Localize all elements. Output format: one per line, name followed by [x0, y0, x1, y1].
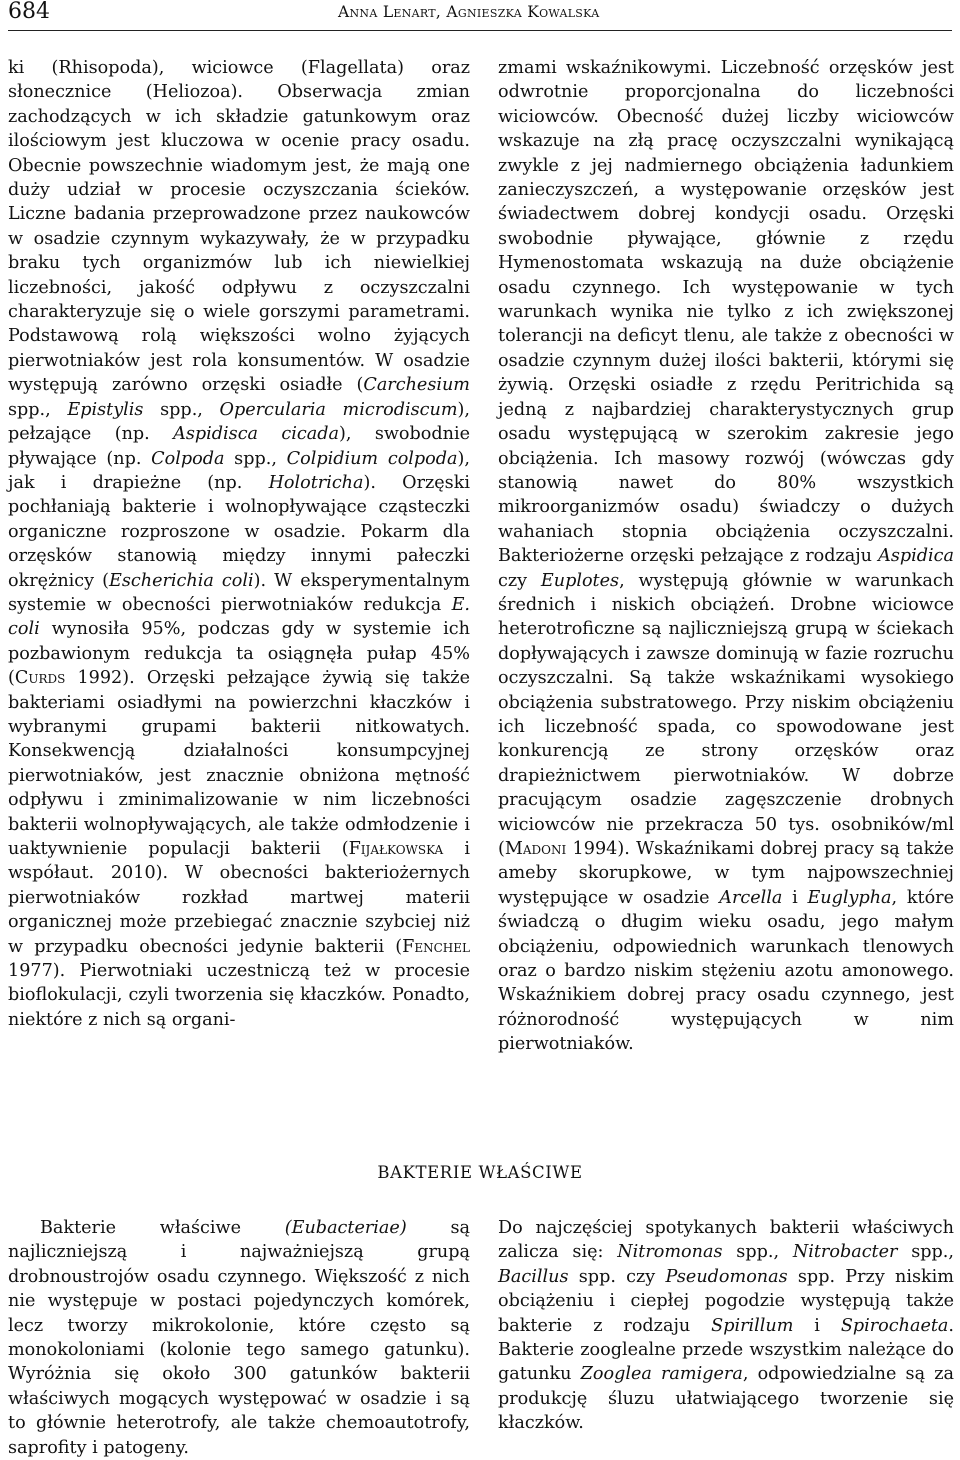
text-run: 1992). Orzęski pełzające żywią się także bakteriami osiadłymi na powierzchni kłaczków i wybranymi grupami bakterii nitkowatych. Konsekwencją działalności konsumpcyjnej pierwotniaków, jest znacznie obniżona mętność odpływu i zminimalizowanie w nim liczebności bakterii wolnopływających, ale także odmłodzenie i uaktywnienie populacji bakterii (: [8, 668, 470, 859]
text-run: spp. czy: [568, 1266, 666, 1287]
taxon-name: Aspidisca cicada: [173, 424, 339, 445]
taxon-name: Holotricha: [268, 472, 364, 493]
text-run: spp.,: [8, 399, 68, 420]
taxon-name: Colpoda: [151, 448, 225, 469]
text-run: 1994). Wskaźnikami dobrej pracy są także ameby skorupkowe, w tym najpowszechniej występujące w osadzie: [498, 839, 954, 908]
text-run: ), jak i drapieżne (np.: [8, 448, 470, 493]
taxon-name: Arcella: [719, 887, 783, 908]
taxon-name: Euplotes: [540, 570, 620, 591]
lower-left-column: [8, 1216, 470, 1460]
text-run: Bakterie właściwe: [40, 1218, 285, 1238]
text-run: czy: [498, 570, 541, 591]
text-run: spp.,: [143, 399, 220, 420]
text-run: spp.,: [722, 1242, 793, 1263]
taxon-name: Aspidica: [878, 546, 954, 567]
text-run: , odpowiedzialne są za produkcję śluzu ułatwiającego tworzenie się kłaczków.: [498, 1364, 955, 1434]
text-run: zmami wskaźnikowymi. Liczebność orzęsków jest odwrotnie proporcjonalna do liczebności wiciowców. Obecność dużej liczby wiciowców wskazuje na złą pracę oczyszczalni wynikającą zwykle z jej nadmiernego obciążenia ładunkiem zanieczyszczeń, a występowanie orzęsków jest świadectwem dobrej kondycji osadu. Orzęski swobodnie pływające, głównie z rzędu Hymenostomata wskazują na duże obciążenie osadu czynnego. Ich występowanie w tych warunkach wynika nie tylko z ich zwiększonej tolerancji na deficyt tlenu, ale także z obecności w osadzie czynnym dużej ilości bakterii, którymi się żywią. Orzęski osiadłe z rzędu Peritrichida są jedną z najbardziej charakterystycznych grup osadu występującą w szerokim zakresie jego obciążenia. Ich masowy rozwój (wówczas gdy stanowią nawet do 80% wszystkich mikroorganizmów osadu) świadczy o dużych wahaniach stopnia obciążenia oczyszczalni. Bakteriożerne orzęski pełzające z rodzaju: [498, 58, 954, 567]
text-run: ). Orzęski pochłaniają bakterie i wolnopływające cząsteczki organiczne rozproszone w osadzie. Pokarm dla orzęsków stanowią między innymi pałeczki okrężnicy (: [8, 472, 470, 591]
taxon-name: Escherichia coli: [109, 570, 254, 591]
taxon-name: Pseudomonas: [665, 1266, 788, 1287]
text-run: 1977). Pierwotniaki uczestniczą też w procesie bioflokulacji, czyli tworzenia się kłaczków. Ponadto, niektóre z nich są organi-: [8, 961, 470, 1030]
body-paragraph: [8, 56, 470, 1032]
text-run: , występują głównie w warunkach średnich i niskich obciążeń. Drobne wiciowce heterotroficzne są najliczniejszą grupą w ściekach dopływających i zawsze dominują w fazie rozruchu oczyszczalni. Są także wskaźnikami wysokiego obciążenia substratowego. Przy niskim obciążeniu ich liczebność spada, co spowodowane jest konkurencją ze strony orzęsków oraz drapieżnictwem pierwotniaków. W dobrze pracującym osadzie zagęszczenie drobnych wiciowców nie przekracza 50 tys. osobników/ml (: [498, 570, 955, 859]
text-run: wynosiła 95%, podczas gdy w systemie ich pozbawionym redukcja ta osiągnęła pułap 45% (: [8, 619, 470, 689]
text-run: . Bakterie zooglealne przede wszystkim należące do gatunku: [498, 1315, 955, 1385]
text-run: Do najczęściej spotykanych bakterii właściwych zalicza się:: [498, 1218, 954, 1263]
citation-author: Fenchel: [402, 936, 470, 957]
taxon-name: Carchesium: [363, 375, 470, 396]
taxon-name: Epistylis: [67, 399, 144, 420]
taxon-name: Euglypha: [807, 887, 892, 908]
text-run: ). W eksperymentalnym systemie w obecności pierwotniaków redukcja: [8, 570, 470, 615]
taxon-name: Bacillus: [498, 1266, 569, 1287]
body-paragraph: [498, 1216, 954, 1436]
taxon-name: (Eubacteriae): [284, 1218, 407, 1238]
body-paragraph: [498, 56, 954, 1057]
text-run: ), pełzające (np.: [8, 399, 470, 445]
citation-author: Fijałkowska: [348, 839, 444, 859]
taxon-name: Spirillum: [711, 1315, 794, 1336]
running-title-authors: Anna Lenart, Agnieszka Kowalska: [338, 3, 600, 21]
text-run: i: [782, 887, 808, 908]
lower-right-column: [498, 1216, 954, 1436]
text-run: ), swobodnie pływające (np.: [8, 424, 470, 469]
taxon-name: Nitrobacter: [792, 1242, 898, 1263]
text-run: , które świadczą o długim wieku osadu, jego małym obciążeniu, odpowiednich warunkach tlenowych oraz o bardzo niskim stężeniu azotu amonowego. Wskaźnikiem dobrej pracy osadu czynnego, jest różnorodność występujących w nim pierwotniaków.: [498, 887, 954, 1055]
text-run: ki (Rhisopoda), wiciowce (Flagellata) oraz słonecznice (Heliozoa). Obserwacja zmian zachodzących w ich składzie gatunkowym oraz ilościowym jest kluczowa w ocenie pracy osadu. Obecnie powszechnie wiadomym jest, że mają one duży udział w procesie oczyszczania ścieków. Liczne badania przeprowadzone przez naukowców w osadzie czynnym wykazywały, że w przypadku braku tych organizmów lub ich niewielkiej liczebności, jakość odpływu z oczyszczalni charakteryzuje się o wiele gorszymi parametrami. Podstawową rolą większości wolno żyjących pierwotniaków jest rola konsumentów. W osadzie występują zarówno orzęski osiadłe (: [8, 58, 470, 396]
text-run: spp. Przy niskim obciążeniu i ciepłej pogodzie występują także bakterie z rodzaju: [498, 1266, 954, 1336]
taxon-name: Opercularia microdiscum: [219, 399, 458, 420]
text-run: spp.,: [224, 448, 287, 469]
taxon-name: Nitromonas: [617, 1242, 723, 1263]
citation-author: Madoni: [504, 839, 567, 859]
section-heading: BAKTERIE WŁAŚCIWE: [377, 1163, 583, 1182]
taxon-name: Zooglea ramigera: [580, 1364, 743, 1385]
text-run: i: [793, 1315, 841, 1336]
upper-left-column: [8, 56, 470, 1032]
text-run: i współaut. 2010). W obecności bakteriożernych pierwotniaków rozkład martwej materii organicznej może przebiegać znacznie szybciej niż w przypadku obecności jedynie bakterii (: [8, 839, 470, 957]
text-run: spp.,: [897, 1242, 954, 1263]
upper-right-column: [498, 56, 954, 1057]
text-run: są najliczniejszą i najważniejszą grupą drobnoustrojów osadu czynnego. Większość z nich nie występuje w postaci pojedynczych komórek, lecz tworzy mikrokolonie, które często są monokoloniami (kolonie tego samego gatunku). Wyróżnia się około 300 gatunków bakterii właściwych mogących występować w osadzie i są to głównie heterotrofy, ale także chemoautotrofy, saprofity i patogeny.: [8, 1218, 470, 1458]
taxon-name: Colpidium colpoda: [286, 448, 458, 469]
page-number: 684: [8, 0, 50, 24]
citation-author: Curds: [14, 668, 66, 689]
body-paragraph: [8, 1216, 470, 1460]
taxon-name: Spirochaeta: [840, 1315, 949, 1336]
taxon-name: E. coli: [8, 594, 470, 640]
running-head: [8, 0, 952, 31]
